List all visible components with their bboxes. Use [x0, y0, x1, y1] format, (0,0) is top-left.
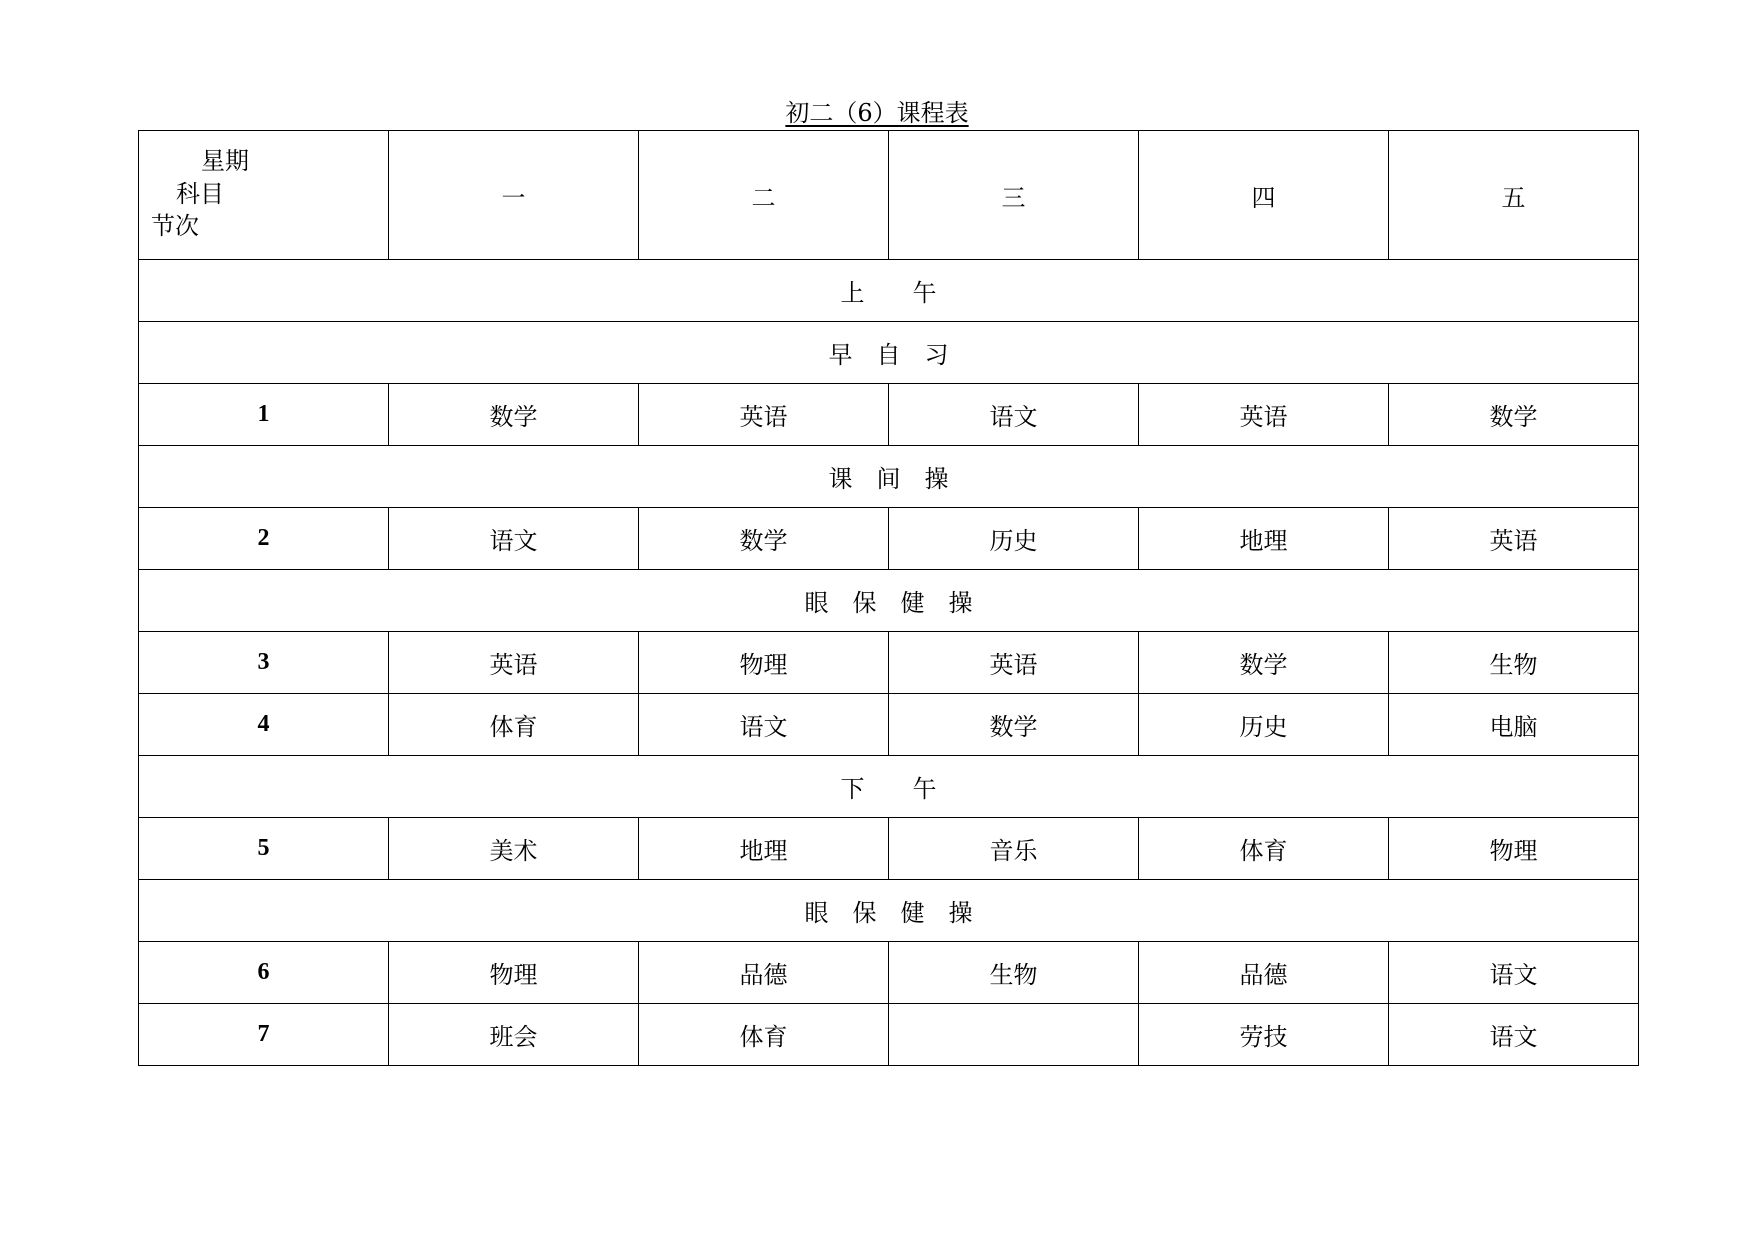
subject-cell: 班会	[389, 1004, 639, 1066]
subject-cell: 物理	[389, 942, 639, 1004]
day-header-thu: 四	[1139, 131, 1389, 260]
period-number: 5	[139, 818, 389, 880]
subject-cell: 物理	[1389, 818, 1639, 880]
subject-cell: 英语	[1389, 508, 1639, 570]
subject-cell: 语文	[1389, 942, 1639, 1004]
section-row-morning	[139, 260, 1639, 322]
subject-cell: 电脑	[1389, 694, 1639, 756]
table-row	[139, 1004, 1639, 1066]
period-number: 1	[139, 384, 389, 446]
period-number: 3	[139, 632, 389, 694]
subject-cell: 地理	[1139, 508, 1389, 570]
section-label-afternoon: 下 午	[139, 756, 1639, 818]
page-title	[0, 96, 1754, 130]
table-row	[139, 384, 1639, 446]
section-label-break-exercise: 课 间 操	[139, 446, 1639, 508]
corner-header-cell	[139, 131, 389, 260]
subject-cell: 生物	[1389, 632, 1639, 694]
subject-cell: 品德	[639, 942, 889, 1004]
section-row-eye-exercise-pm	[139, 880, 1639, 942]
subject-cell: 品德	[1139, 942, 1389, 1004]
subject-cell: 语文	[639, 694, 889, 756]
period-number: 6	[139, 942, 389, 1004]
header-row	[139, 131, 1639, 260]
subject-cell: 数学	[639, 508, 889, 570]
subject-cell: 英语	[639, 384, 889, 446]
day-header-wed: 三	[889, 131, 1139, 260]
schedule-table	[138, 130, 1639, 1066]
subject-cell: 历史	[1139, 694, 1389, 756]
corner-label-subject: 科目	[176, 180, 224, 208]
subject-cell: 体育	[1139, 818, 1389, 880]
subject-cell: 英语	[889, 632, 1139, 694]
subject-cell: 体育	[639, 1004, 889, 1066]
section-label-eye-exercise: 眼 保 健 操	[139, 880, 1639, 942]
subject-cell: 体育	[389, 694, 639, 756]
section-label-early-study: 早 自 习	[139, 322, 1639, 384]
period-number: 4	[139, 694, 389, 756]
day-header-fri: 五	[1389, 131, 1639, 260]
subject-cell: 历史	[889, 508, 1139, 570]
subject-cell: 生物	[889, 942, 1139, 1004]
table-row	[139, 508, 1639, 570]
section-row-afternoon	[139, 756, 1639, 818]
corner-label-weekday: 星期	[201, 147, 249, 175]
section-row-break-exercise	[139, 446, 1639, 508]
subject-cell: 数学	[889, 694, 1139, 756]
subject-cell: 英语	[1139, 384, 1389, 446]
table-row	[139, 694, 1639, 756]
subject-cell: 数学	[389, 384, 639, 446]
period-number: 2	[139, 508, 389, 570]
section-label-morning: 上 午	[139, 260, 1639, 322]
table-row	[139, 632, 1639, 694]
corner-label-period: 节次	[151, 212, 199, 240]
subject-cell: 地理	[639, 818, 889, 880]
subject-cell: 音乐	[889, 818, 1139, 880]
subject-cell: 语文	[389, 508, 639, 570]
day-header-tue: 二	[639, 131, 889, 260]
section-row-early-study	[139, 322, 1639, 384]
page-title-text: 初二（6）课程表	[785, 99, 969, 127]
subject-cell: 语文	[889, 384, 1139, 446]
section-row-eye-exercise-am	[139, 570, 1639, 632]
subject-cell: 劳技	[1139, 1004, 1389, 1066]
period-number: 7	[139, 1004, 389, 1066]
subject-cell: 美术	[389, 818, 639, 880]
section-label-eye-exercise: 眼 保 健 操	[139, 570, 1639, 632]
subject-cell: 语文	[1389, 1004, 1639, 1066]
table-row	[139, 942, 1639, 1004]
subject-cell	[889, 1004, 1139, 1066]
subject-cell: 物理	[639, 632, 889, 694]
subject-cell: 英语	[389, 632, 639, 694]
subject-cell: 数学	[1389, 384, 1639, 446]
day-header-mon: 一	[389, 131, 639, 260]
subject-cell: 数学	[1139, 632, 1389, 694]
table-row	[139, 818, 1639, 880]
